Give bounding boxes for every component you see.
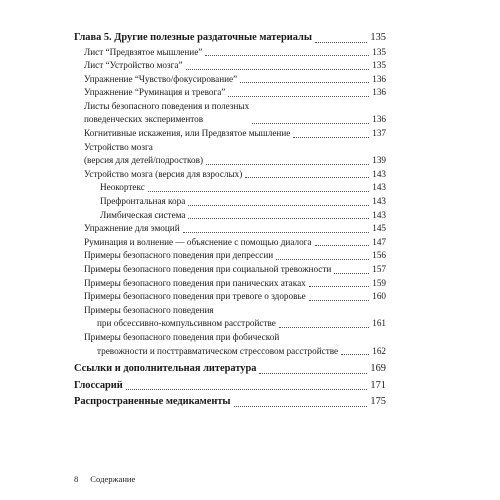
toc-entry-title: Лист “Предвзятое мышление” <box>84 46 203 57</box>
toc-entry-title: Глоссарий <box>74 379 123 391</box>
toc-entry-page: 169 <box>370 363 386 375</box>
toc-entry-title: Примеры безопасного поведения при депрессии <box>84 250 274 261</box>
toc-entry-page: 143 <box>372 168 386 179</box>
toc-entry-title: Глава 5. Другие полезные раздаточные материалы <box>74 32 312 43</box>
toc-entry-title-line: Листы безопасного поведения и полезных <box>84 100 250 111</box>
dot-leader <box>309 299 370 301</box>
dot-leader <box>259 372 367 374</box>
toc-entry-page: 159 <box>372 277 386 288</box>
toc-entry[interactable] <box>74 249 386 263</box>
toc-entry-title <box>84 100 249 127</box>
toc-entry-title-line: (версия для детей/подростков) <box>84 155 204 166</box>
toc-entry-page: 139 <box>372 155 386 166</box>
toc-entry-title-line: Устройство мозга <box>84 141 153 152</box>
toc-entry-title: Ссылки и дополнительная литература <box>74 363 257 375</box>
toc-entry[interactable] <box>74 100 386 127</box>
toc-entry-title <box>84 331 338 358</box>
toc-entry[interactable] <box>74 236 386 250</box>
toc-entry-page: 135 <box>372 46 386 57</box>
toc-entry-page: 145 <box>372 223 386 234</box>
dot-leader <box>293 136 369 138</box>
toc-entry-page: 136 <box>372 73 386 84</box>
dot-leader <box>315 41 367 43</box>
toc-entry[interactable] <box>74 168 386 182</box>
toc-entry-title: Упражнение для эмоций <box>84 223 180 234</box>
dot-leader <box>228 95 369 97</box>
toc-entry-title <box>84 141 203 168</box>
toc-entry-page: 137 <box>372 128 386 139</box>
toc-entry-title: Префронтальная кора <box>100 196 186 207</box>
dot-leader <box>188 217 369 219</box>
toc-subentry[interactable] <box>74 209 386 223</box>
toc-entry-page: 136 <box>372 114 386 125</box>
toc-entry-page: 136 <box>372 87 386 98</box>
toc-entry-title-line: тревожности и посттравматическом стрессовом расстройстве <box>97 345 339 356</box>
toc-entry[interactable] <box>74 277 386 291</box>
toc-entry-title-line: Примеры безопасного поведения <box>84 304 214 315</box>
toc-entry-title: Устройство мозга (версия для взрослых) <box>84 168 243 179</box>
toc-entry-title-line: поведенческих экспериментов <box>84 114 204 125</box>
toc-entry-page: 156 <box>372 250 386 261</box>
toc-entry[interactable] <box>74 331 386 358</box>
toc-entry-page: 143 <box>372 196 386 207</box>
toc-entry-page: 160 <box>372 291 386 302</box>
dot-leader <box>341 353 369 355</box>
toc-entry[interactable] <box>74 59 386 73</box>
dot-leader <box>276 258 369 260</box>
toc-entry[interactable] <box>74 127 386 141</box>
dot-leader <box>205 54 369 56</box>
dot-leader <box>315 244 370 246</box>
toc-entry[interactable] <box>74 86 386 100</box>
toc-entry-page: 135 <box>372 60 386 71</box>
toc-subentry[interactable] <box>74 195 386 209</box>
toc-entry-title: Примеры безопасного поведения при социальной тревожности <box>84 264 332 274</box>
toc-entry-title: Примеры безопасного поведения при тревоге о здоровье <box>84 291 306 302</box>
dot-leader <box>245 176 369 178</box>
toc-entry-title: Неокортекс <box>100 182 145 193</box>
toc-entry-title: Упражнение “Чувство/фокусирование” <box>84 73 238 84</box>
toc-entry[interactable] <box>74 290 386 304</box>
dot-leader <box>188 204 369 206</box>
dot-leader <box>186 68 370 70</box>
toc-entry-title <box>84 304 276 331</box>
dot-leader <box>252 122 369 124</box>
toc-entry-title: Распространенные медикаменты <box>74 396 231 408</box>
dot-leader <box>309 285 369 287</box>
dot-leader <box>126 388 368 390</box>
toc-entry[interactable] <box>74 141 386 168</box>
toc-entry[interactable] <box>74 222 386 236</box>
toc-entry-page: 161 <box>372 318 386 329</box>
toc-entry[interactable] <box>74 304 386 331</box>
dot-leader <box>206 163 369 165</box>
toc-entry-title: Лимбическая система <box>100 209 186 220</box>
toc-entry-page: 143 <box>372 209 386 220</box>
toc-entry-page: 162 <box>372 345 386 356</box>
toc-entry-page: 171 <box>370 379 386 391</box>
toc-entry-page: 157 <box>372 264 386 274</box>
toc-entry-page: 143 <box>372 182 386 193</box>
page-number: 8 <box>74 474 79 484</box>
table-of-contents <box>74 31 386 410</box>
page-footer <box>74 474 135 484</box>
toc-chapter-5[interactable] <box>74 31 386 46</box>
toc-entry[interactable] <box>74 73 386 87</box>
running-title: Содержание <box>90 474 136 484</box>
toc-subentry[interactable] <box>74 181 386 195</box>
toc-entry-title: Лист “Устройство мозга” <box>84 60 183 71</box>
dot-leader <box>148 190 369 192</box>
toc-entry-title: Руминация и волнение — объяснение с помощью диалога <box>84 236 312 247</box>
dot-leader <box>334 272 369 274</box>
toc-section-glossary[interactable] <box>74 379 386 394</box>
toc-entry-page: 147 <box>372 236 386 247</box>
toc-entry[interactable] <box>74 46 386 60</box>
dot-leader <box>183 231 370 233</box>
toc-entry-title-line: Примеры безопасного поведения при фобической <box>84 331 280 342</box>
toc-section-medications[interactable] <box>74 395 386 410</box>
toc-entry-page: 135 <box>370 32 386 43</box>
toc-entry[interactable] <box>74 263 386 277</box>
dot-leader <box>240 81 369 83</box>
toc-entry-page: 175 <box>370 396 386 408</box>
toc-entry-title: Упражнение “Руминация и тревога” <box>84 87 226 98</box>
toc-section-references[interactable] <box>74 362 386 377</box>
dot-leader <box>279 326 369 328</box>
dot-leader <box>234 405 368 407</box>
toc-entry-title-line: при обсессивно-компульсивном расстройстве <box>97 318 276 329</box>
toc-entry-title: Когнитивные искажения, или Предвзятое мышление <box>84 128 291 139</box>
toc-entry-title: Примеры безопасного поведения при панических атаках <box>84 277 306 288</box>
